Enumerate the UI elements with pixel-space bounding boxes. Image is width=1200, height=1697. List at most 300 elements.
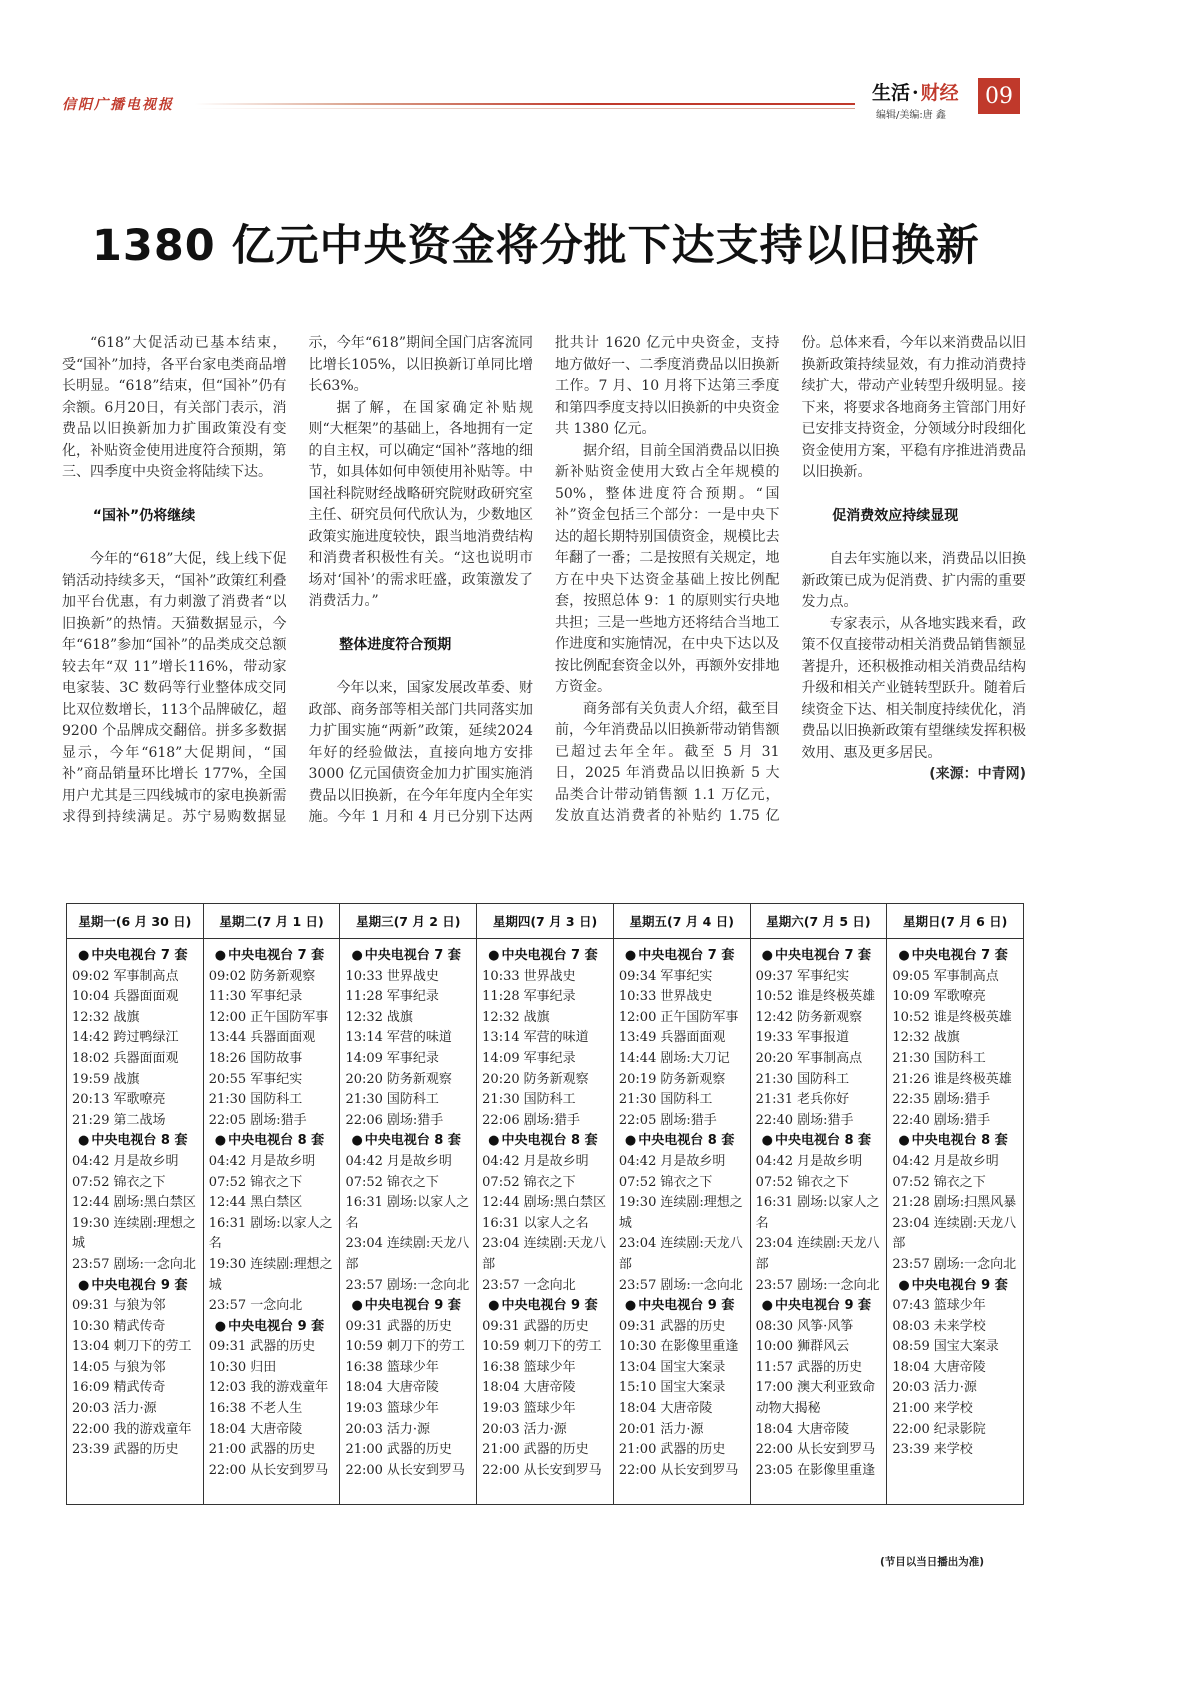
tv-program-time: 07:52 — [892, 1174, 930, 1190]
tv-program-item — [72, 1173, 200, 1194]
tv-program-time: 21:26 — [892, 1071, 930, 1087]
tv-channel-name: 中央电视台 9 套 — [228, 1318, 325, 1334]
tv-program-time: 10:09 — [892, 989, 930, 1005]
tv-program-time: 21:31 — [755, 1092, 794, 1108]
tv-program-time: 07:52 — [208, 1174, 247, 1190]
tv-program-time: 07:52 — [72, 1174, 110, 1190]
tv-channel-name: 中央电视台 8 套 — [228, 1133, 325, 1149]
tv-program-item — [892, 1440, 1020, 1461]
tv-program-time: 12:42 — [755, 1009, 794, 1025]
tv-program-time: 19:30 — [618, 1195, 657, 1211]
article-source: (来源：中青网) — [929, 766, 1026, 782]
tv-day-column — [887, 904, 1023, 1504]
tv-program-title: 大唐帝陵 — [797, 1421, 850, 1437]
tv-program-time: 08:59 — [892, 1339, 930, 1355]
tv-program-item — [756, 1234, 884, 1275]
tv-program-time: 23:04 — [345, 1236, 383, 1252]
tv-program-time: 09:31 — [208, 1339, 247, 1355]
tv-program-time: 21:30 — [618, 1092, 657, 1108]
tv-program-time: 12:44 — [482, 1195, 520, 1211]
tv-program-title: 锦衣之下 — [250, 1174, 303, 1190]
tv-program-item — [892, 1296, 1020, 1317]
header-rule-thin — [195, 108, 855, 109]
tv-program-item — [345, 1358, 473, 1379]
tv-program-time: 22:40 — [755, 1112, 794, 1128]
bullet-icon: ● — [351, 1298, 363, 1314]
tv-program-time: 09:02 — [72, 968, 110, 984]
tv-channel-heading — [756, 946, 884, 967]
tv-program-item — [482, 1152, 610, 1173]
tv-program-time: 10:00 — [755, 1339, 794, 1355]
tv-program-title: 军歌嘹亮 — [113, 1092, 166, 1108]
tv-program-time: 18:04 — [618, 1401, 657, 1417]
tv-program-item — [482, 1234, 610, 1275]
tv-program-item — [756, 1049, 884, 1070]
tv-day-header: 星期三(7 月 2 日) — [340, 904, 476, 939]
schedule-note: (节目以当日播出为准) — [880, 1556, 985, 1568]
bullet-icon: ● — [761, 1298, 773, 1314]
bullet-icon: ● — [488, 948, 500, 963]
tv-program-time: 21:29 — [72, 1112, 110, 1128]
tv-program-item — [72, 1090, 200, 1111]
tv-channel-name: 中央电视台 7 套 — [638, 948, 735, 963]
tv-program-title: 不老人生 — [250, 1401, 303, 1417]
tv-program-item — [482, 1337, 610, 1358]
tv-program-item — [482, 987, 610, 1008]
tv-program-item — [345, 1461, 473, 1482]
tv-program-title: 国宝大案录 — [660, 1359, 726, 1375]
tv-program-title: 月是故乡明 — [250, 1153, 316, 1169]
tv-program-item — [482, 1008, 610, 1029]
tv-program-item — [72, 1296, 200, 1317]
tv-program-time: 22:06 — [345, 1112, 383, 1128]
tv-program-title: 连续剧:天龙八部 — [892, 1215, 1017, 1252]
tv-program-title: 剧场:黑白禁区 — [523, 1195, 607, 1211]
tv-program-item — [619, 1378, 747, 1399]
bullet-icon: ● — [214, 1318, 227, 1334]
tv-program-time: 09:31 — [482, 1318, 520, 1334]
tv-program-time: 21:30 — [755, 1071, 794, 1087]
tv-channel-heading — [892, 1276, 1020, 1297]
tv-program-title: 军事制高点 — [113, 968, 179, 984]
article-paragraph-text: 专家表示，从各地实践来看，政策不仅直接带动相关消费品销售额显著提升，还积极推动相关消费品结构升级和相关产业链转型跃升。随着后续资金下达、相关制度持续优化，消费品以旧换新政策有望继续发挥积极效用、惠及更多居民。 — [801, 615, 1026, 761]
tv-program-item — [619, 1420, 747, 1441]
tv-channel-name: 中央电视台 8 套 — [501, 1133, 598, 1149]
tv-program-time: 10:52 — [892, 1009, 930, 1025]
tv-program-title: 大唐帝陵 — [386, 1380, 439, 1396]
tv-program-title: 黑白禁区 — [250, 1195, 303, 1211]
tv-program-title: 正午国防军事 — [250, 1009, 329, 1025]
tv-channel-name: 中央电视台 9 套 — [638, 1298, 735, 1314]
article-subheading: 整体进度符合预期 — [339, 636, 452, 653]
tv-program-time: 10:30 — [72, 1318, 110, 1334]
article-paragraph — [801, 614, 1027, 782]
tv-program-item — [345, 1420, 473, 1441]
tv-program-time: 19:30 — [72, 1215, 110, 1231]
tv-program-time: 22:00 — [208, 1462, 247, 1478]
tv-program-time: 23:57 — [755, 1277, 794, 1293]
tv-program-title: 谁是终极英雄 — [933, 1009, 1012, 1025]
tv-program-item — [482, 1440, 610, 1461]
tv-program-title: 从长安到罗马 — [386, 1462, 465, 1478]
tv-program-time: 21:00 — [208, 1442, 247, 1458]
newspaper-name: 信阳广播电视报 — [62, 97, 174, 113]
tv-program-item — [619, 1193, 747, 1234]
tv-program-time: 18:04 — [755, 1421, 794, 1437]
tv-program-item — [756, 1173, 884, 1194]
bullet-icon: ● — [898, 1133, 910, 1149]
tv-program-item — [209, 987, 337, 1008]
tv-program-item — [892, 1173, 1020, 1194]
tv-program-item — [482, 1378, 610, 1399]
tv-program-title: 军事纪实 — [797, 968, 850, 984]
tv-program-title: 武器的历史 — [523, 1442, 589, 1458]
tv-program-time: 19:03 — [345, 1401, 383, 1417]
tv-program-title: 篮球少年 — [523, 1359, 576, 1375]
tv-program-item — [619, 1111, 747, 1132]
tv-program-title: 纪录影院 — [933, 1421, 986, 1437]
tv-program-time: 23:57 — [72, 1256, 110, 1272]
tv-program-time: 22:35 — [892, 1092, 930, 1108]
tv-day-listing — [477, 939, 613, 1481]
section-title-dot: · — [912, 82, 919, 104]
tv-program-time: 20:20 — [482, 1071, 520, 1087]
tv-program-time: 16:38 — [345, 1359, 383, 1375]
tv-program-time: 22:06 — [482, 1112, 520, 1128]
tv-program-item — [482, 1358, 610, 1379]
tv-program-time: 21:28 — [892, 1195, 930, 1211]
tv-program-title: 狮群风云 — [797, 1339, 850, 1355]
tv-program-time: 21:30 — [345, 1092, 383, 1108]
tv-program-title: 刺刀下的劳工 — [113, 1339, 192, 1355]
bullet-icon: ● — [351, 1133, 363, 1149]
tv-channel-name: 中央电视台 9 套 — [364, 1298, 461, 1314]
tv-program-item — [345, 1317, 473, 1338]
tv-program-title: 军事纪录 — [386, 1050, 439, 1066]
tv-program-title: 连续剧:理想之城 — [618, 1195, 743, 1231]
tv-program-item — [209, 1173, 337, 1194]
tv-program-time: 16:38 — [482, 1359, 520, 1375]
tv-program-title: 连续剧:理想之城 — [72, 1215, 196, 1252]
tv-program-time: 17:00 — [755, 1380, 794, 1396]
tv-program-item — [345, 1337, 473, 1358]
tv-program-title: 活力·源 — [933, 1380, 977, 1396]
tv-channel-heading — [72, 946, 200, 967]
tv-program-title: 军事制高点 — [933, 968, 999, 984]
tv-program-title: 世界战史 — [523, 968, 576, 984]
tv-program-title: 从长安到罗马 — [250, 1462, 329, 1478]
tv-day-listing — [67, 939, 203, 1461]
tv-program-time: 23:57 — [618, 1277, 657, 1293]
tv-channel-name: 中央电视台 7 套 — [774, 948, 872, 963]
tv-channel-name: 中央电视台 7 套 — [228, 948, 325, 963]
tv-program-item — [892, 1255, 1020, 1276]
header-rule — [195, 103, 855, 105]
tv-program-item — [892, 1214, 1020, 1255]
tv-program-item — [482, 1461, 610, 1482]
tv-day-header: 星期日(7 月 6 日) — [887, 904, 1023, 939]
section-title-life: 生活 — [872, 82, 911, 104]
tv-day-header: 星期一(6 月 30 日) — [67, 904, 203, 939]
tv-program-time: 13:14 — [345, 1030, 383, 1046]
tv-program-item — [892, 967, 1020, 988]
tv-program-item — [482, 1276, 610, 1297]
tv-program-time: 07:52 — [618, 1174, 657, 1190]
tv-program-item — [482, 1111, 610, 1132]
tv-program-item — [209, 1028, 337, 1049]
tv-program-item — [756, 1028, 884, 1049]
tv-program-item — [72, 1070, 200, 1091]
tv-program-title: 月是故乡明 — [660, 1153, 726, 1169]
tv-program-time: 16:09 — [72, 1380, 110, 1396]
tv-program-title: 与狼为邻 — [113, 1359, 166, 1375]
tv-program-time: 21:00 — [482, 1442, 520, 1458]
bullet-icon: ● — [488, 1133, 500, 1149]
tv-program-time: 12:00 — [208, 1009, 247, 1025]
tv-program-title: 我的游戏童年 — [250, 1380, 329, 1396]
tv-program-title: 在影像里重逢 — [660, 1339, 739, 1355]
tv-program-item — [892, 1049, 1020, 1070]
tv-program-item — [209, 1440, 337, 1461]
tv-program-item — [209, 1214, 337, 1255]
tv-program-time: 19:59 — [72, 1071, 110, 1087]
tv-day-column — [67, 904, 204, 1504]
tv-program-item — [892, 1090, 1020, 1111]
tv-program-title: 国防科工 — [660, 1092, 713, 1108]
tv-program-title: 月是故乡明 — [113, 1153, 179, 1169]
tv-program-item — [756, 1461, 884, 1482]
tv-program-item — [892, 1399, 1020, 1420]
tv-program-time: 09:37 — [755, 968, 794, 984]
tv-program-item — [72, 1378, 200, 1399]
tv-program-title: 锦衣之下 — [797, 1174, 850, 1190]
tv-program-item — [892, 1317, 1020, 1338]
tv-program-item — [619, 1317, 747, 1338]
tv-program-item — [345, 1440, 473, 1461]
tv-program-time: 10:30 — [618, 1339, 657, 1355]
tv-program-item — [72, 1399, 200, 1420]
tv-program-time: 04:42 — [72, 1153, 110, 1169]
tv-program-item — [619, 967, 747, 988]
tv-day-listing — [751, 939, 887, 1481]
tv-program-time: 07:52 — [755, 1174, 794, 1190]
tv-program-item — [482, 1399, 610, 1420]
tv-program-item — [892, 1358, 1020, 1379]
tv-program-title: 一念向北 — [523, 1277, 576, 1293]
tv-program-time: 12:32 — [482, 1009, 520, 1025]
tv-program-title: 连续剧:天龙八部 — [482, 1236, 607, 1272]
tv-day-column — [751, 904, 888, 1504]
tv-program-item — [345, 1193, 473, 1234]
tv-program-title: 剧场:一念向北 — [113, 1256, 196, 1272]
tv-program-item — [756, 1276, 884, 1297]
tv-program-item — [209, 1090, 337, 1111]
tv-program-time: 10:04 — [72, 989, 110, 1005]
tv-program-item — [619, 1028, 747, 1049]
tv-channel-name: 中央电视台 7 套 — [91, 948, 188, 963]
tv-program-time: 22:05 — [618, 1112, 657, 1128]
tv-day-listing — [887, 939, 1023, 1461]
tv-program-item — [756, 1070, 884, 1091]
tv-program-item — [209, 1378, 337, 1399]
tv-program-time: 09:05 — [892, 968, 930, 984]
tv-program-item — [482, 1090, 610, 1111]
tv-program-title: 我的游戏童年 — [113, 1421, 192, 1437]
tv-program-title: 军事纪实 — [250, 1071, 303, 1087]
article-paragraph: “618”大促活动已基本结束，受“国补”加持，各平台家电类商品增长明显。“618”结束，但“国补”仍有余额。6月20日，有关部门表示，消费品以旧换新加力扩围政策没有变化，补贴资金使用进度符合预期，第三、四季度中央资金将陆续下达。 — [62, 335, 287, 480]
tv-program-item — [72, 1028, 200, 1049]
tv-day-column — [477, 904, 614, 1504]
tv-program-time: 22:40 — [892, 1112, 930, 1128]
tv-program-title: 武器的历史 — [797, 1359, 863, 1375]
tv-program-item — [345, 1111, 473, 1132]
tv-program-item — [482, 1214, 610, 1235]
tv-program-title: 武器的历史 — [386, 1318, 452, 1334]
tv-program-title: 剧场:一念向北 — [660, 1277, 743, 1293]
section-title-finance: 财经 — [920, 82, 959, 104]
tv-program-item — [619, 1234, 747, 1275]
tv-program-title: 剧场:扫黑风暴 — [933, 1195, 1017, 1211]
tv-program-time: 13:14 — [482, 1030, 520, 1046]
tv-program-time: 23:57 — [482, 1277, 520, 1293]
tv-program-time: 20:03 — [482, 1421, 520, 1437]
tv-program-item — [756, 1193, 884, 1234]
tv-program-title: 军事纪录 — [523, 989, 576, 1005]
tv-program-title: 篮球少年 — [386, 1401, 439, 1417]
tv-program-item — [756, 1420, 884, 1441]
tv-program-title: 兵器面面观 — [113, 989, 179, 1005]
tv-program-title: 从长安到罗马 — [660, 1462, 739, 1478]
tv-program-title: 国宝大案录 — [933, 1339, 999, 1355]
tv-program-time: 22:00 — [618, 1462, 657, 1478]
tv-program-title: 风筝·风筝 — [797, 1318, 854, 1334]
tv-day-header: 星期四(7 月 3 日) — [477, 904, 613, 939]
tv-program-title: 剧场:猎手 — [250, 1112, 307, 1128]
tv-channel-heading — [72, 1131, 200, 1152]
tv-program-time: 08:30 — [755, 1318, 794, 1334]
tv-program-time: 04:42 — [482, 1153, 520, 1169]
article-body — [62, 333, 1026, 848]
tv-program-title: 大唐帝陵 — [933, 1359, 986, 1375]
tv-day-column — [614, 904, 751, 1504]
tv-program-time: 09:31 — [345, 1318, 383, 1334]
tv-channel-name: 中央电视台 7 套 — [364, 948, 461, 963]
tv-program-time: 20:20 — [345, 1071, 383, 1087]
tv-program-title: 来学校 — [933, 1442, 973, 1458]
tv-program-item — [72, 1193, 200, 1214]
tv-program-time: 21:30 — [892, 1050, 930, 1066]
tv-program-item — [619, 1152, 747, 1173]
tv-program-time: 16:31 — [482, 1215, 520, 1231]
tv-day-header: 星期二(7 月 1 日) — [204, 904, 340, 939]
tv-program-title: 篮球少年 — [933, 1298, 986, 1314]
bullet-icon: ● — [624, 1298, 637, 1314]
tv-program-title: 剧场:猎手 — [523, 1112, 581, 1128]
tv-program-item — [209, 1070, 337, 1091]
tv-program-time: 09:31 — [618, 1318, 657, 1334]
tv-program-time: 23:05 — [755, 1462, 794, 1478]
tv-program-title: 连续剧:天龙八部 — [755, 1236, 880, 1272]
tv-program-time: 11:57 — [755, 1359, 794, 1375]
tv-channel-name: 中央电视台 7 套 — [501, 948, 598, 963]
tv-program-item — [345, 1173, 473, 1194]
tv-channel-name: 中央电视台 9 套 — [501, 1298, 598, 1314]
tv-program-item — [72, 1317, 200, 1338]
tv-program-item — [619, 1049, 747, 1070]
tv-program-time: 22:00 — [72, 1421, 110, 1437]
tv-program-title: 军事报道 — [797, 1030, 850, 1046]
tv-program-item — [209, 1111, 337, 1132]
tv-program-time: 12:03 — [208, 1380, 247, 1396]
tv-program-time: 21:30 — [208, 1092, 247, 1108]
tv-program-time: 18:04 — [345, 1380, 383, 1396]
tv-program-title: 剧场:一念向北 — [386, 1277, 470, 1293]
tv-program-title: 篮球少年 — [523, 1401, 576, 1417]
tv-program-item — [72, 1420, 200, 1441]
bullet-icon: ● — [488, 1298, 500, 1314]
tv-channel-heading — [482, 1296, 610, 1317]
tv-day-listing — [614, 939, 750, 1481]
tv-channel-name: 中央电视台 8 套 — [91, 1133, 188, 1149]
tv-program-time: 10:59 — [345, 1339, 383, 1355]
tv-channel-heading — [756, 1296, 884, 1317]
tv-day-header: 星期五(7 月 4 日) — [614, 904, 750, 939]
tv-program-time: 23:04 — [482, 1236, 520, 1252]
tv-program-title: 大唐帝陵 — [523, 1380, 576, 1396]
tv-program-item — [345, 1028, 473, 1049]
tv-program-time: 12:32 — [72, 1009, 110, 1025]
tv-channel-name: 中央电视台 8 套 — [911, 1133, 1008, 1149]
article-subheading: 促消费效应持续显现 — [832, 507, 959, 524]
tv-program-title: 锦衣之下 — [933, 1174, 986, 1190]
tv-program-title: 一念向北 — [250, 1298, 303, 1314]
tv-channel-name: 中央电视台 8 套 — [774, 1133, 872, 1149]
tv-program-time: 20:03 — [345, 1421, 383, 1437]
tv-program-title: 战旗 — [113, 1071, 140, 1087]
bullet-icon: ● — [78, 1133, 90, 1149]
tv-program-time: 10:52 — [755, 989, 794, 1005]
tv-program-time: 21:00 — [618, 1442, 657, 1458]
tv-program-title: 战旗 — [523, 1009, 550, 1025]
tv-program-item — [756, 1440, 884, 1461]
tv-program-time: 20:03 — [72, 1401, 110, 1417]
tv-program-title: 剧场:一念向北 — [933, 1256, 1017, 1272]
tv-program-item — [482, 1049, 610, 1070]
tv-program-title: 世界战史 — [386, 968, 439, 984]
tv-program-title: 锦衣之下 — [660, 1174, 713, 1190]
tv-program-title: 剧场:以家人之名 — [755, 1195, 880, 1231]
tv-day-listing — [204, 939, 340, 1481]
tv-channel-name: 中央电视台 9 套 — [774, 1298, 872, 1314]
tv-program-title: 谁是终极英雄 — [933, 1071, 1012, 1087]
tv-program-title: 与狼为邻 — [113, 1298, 166, 1314]
tv-program-title: 连续剧:天龙八部 — [618, 1236, 743, 1272]
tv-program-time: 20:01 — [618, 1421, 657, 1437]
tv-program-item — [619, 1070, 747, 1091]
article-paragraph: 商务部有关负责人介绍，截至目前，今年消费品以旧换新带动销售额已超过去年全年。截至 5 月 31 日，2025 年消费品以旧换新 5 大品类合计带动销售额 1.1 万亿元，发放直达消费者的补贴约 1.75 亿份。总体来看，今年以来消费品以旧换新政策持续显效，有力推动消费持续扩大，带动产业转型升级明显。接下来，将要求各地商务主管部门用好已安排支持资金，分领域分时段细化资金使用方案，平稳有序推进消费品以旧换新。 — [555, 335, 1026, 824]
tv-channel-heading — [482, 946, 610, 967]
tv-program-item — [482, 1028, 610, 1049]
tv-program-time: 23:39 — [892, 1442, 930, 1458]
tv-program-title: 国防科工 — [523, 1092, 576, 1108]
tv-program-title: 刺刀下的劳工 — [386, 1339, 465, 1355]
tv-program-title: 谁是终极英雄 — [797, 989, 876, 1005]
tv-program-title: 兵器面面观 — [113, 1050, 179, 1066]
tv-program-item — [209, 1461, 337, 1482]
tv-program-item — [756, 1090, 884, 1111]
tv-program-item — [482, 1173, 610, 1194]
tv-program-item — [892, 1008, 1020, 1029]
